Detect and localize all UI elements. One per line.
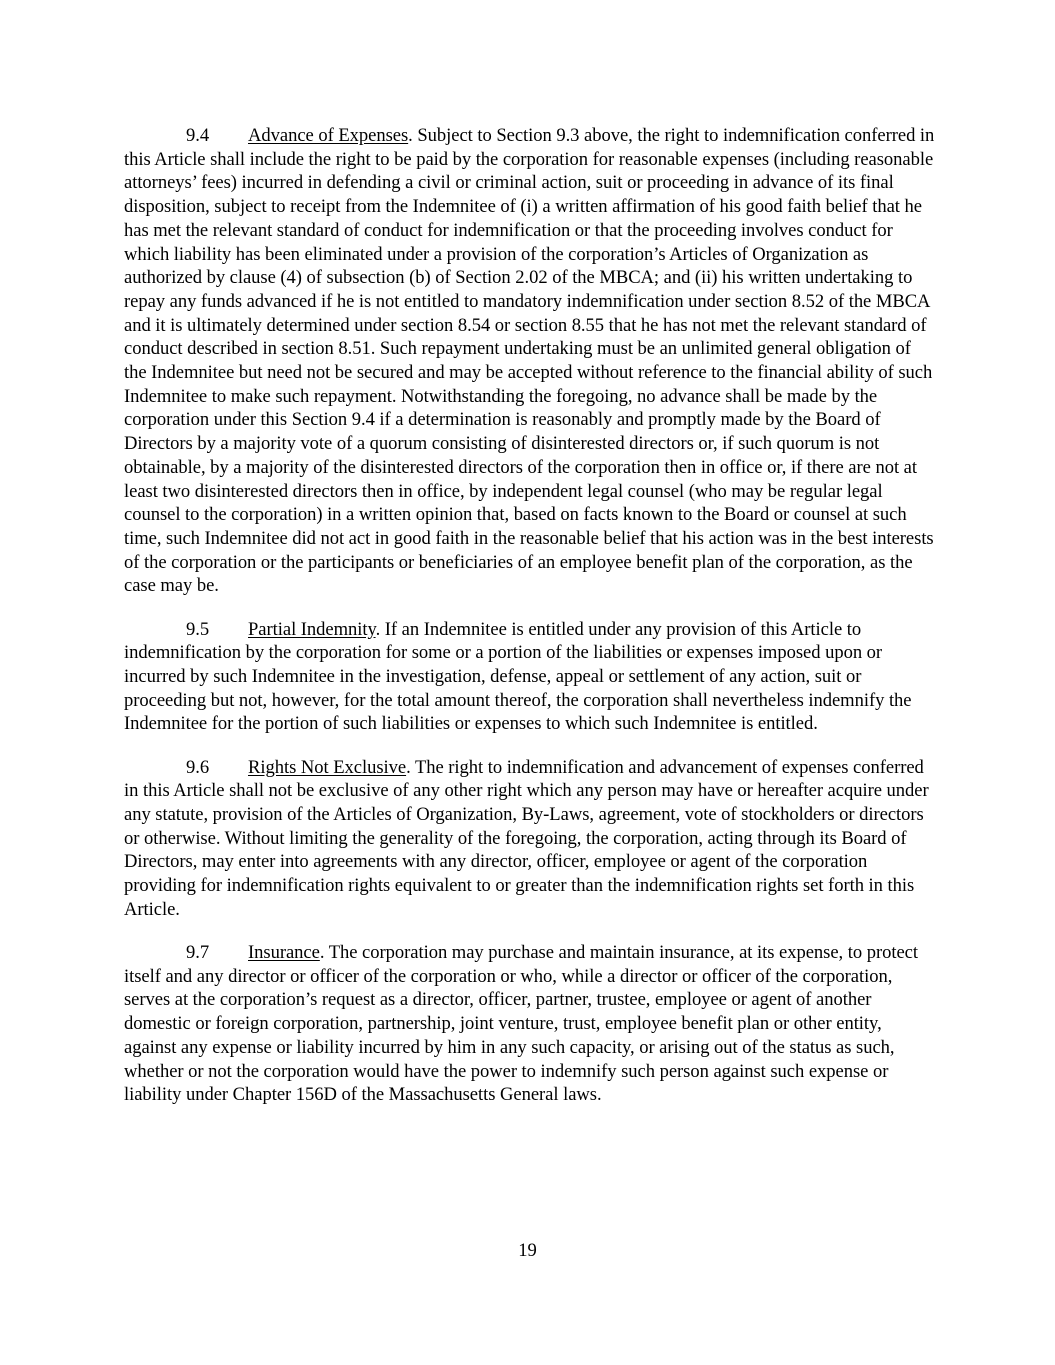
section-9-4	[124, 124, 936, 598]
section-number: 9.5	[186, 618, 210, 640]
section-9-6	[124, 756, 936, 922]
section-number: 9.4	[186, 125, 210, 146]
section-heading: Advance of Expenses	[248, 125, 409, 146]
section-body: . Subject to Section 9.3 above, the right to indemnification conferred in this Article shall include the right to be paid by the corporation for reasonable expenses (including reasonable attorneys’ fees) incurred in defending a civil or criminal action, suit or proceeding in advance of its final disposition, subject to receipt from the Indemnitee of (i) a written affirmation of his good faith belief that he has met the relevant standard of conduct for indemnification or that the proceeding involves conduct for which liability has been eliminated under a provision of the corporation’s Articles of Organization as authorized by clause (4) of subsection (b) of Section 2.02 of the MBCA; and (ii) his written undertaking to repay any funds advanced if he is not entitled to mandatory indemnification under section 8.52 of the MBCA and it is ultimately determined under section 8.54 or section 8.55 that he has not met the relevant standard of conduct described in section 8.51. Such repayment undertaking must be an unlimited general obligation of the Indemnitee but need not be secured and may be accepted without reference to the financial ability of such Indemnitee to make such repayment. Notwithstanding the foregoing, no advance shall be made by the corporation under this Section 9.4 if a determination is reasonably and promptly made by the Board of Directors by a majority vote of a quorum consisting of disinterested directors or, if such quorum is not obtainable, by a majority of the disinterested directors of the corporation then in office or, if there are not at least two disinterested directors then in office, by independent legal counsel (who may be regular legal counsel to the corporation) in a written opinion that, based on facts known to the Board or counsel at such time, such Indemnitee did not act in good faith in the reasonable belief that his action was in the best interests of the corporation or the participants or beneficiaries of an employee benefit plan of the corporation, as the case may be.	[124, 125, 935, 597]
section-body: . The corporation may purchase and maintain insurance, at its expense, to protect itself and any director or officer of the corporation or who, while a director or officer of the corporation, serves at the corporation’s request as a director, officer, partner, trustee, employee or agent of another domestic or foreign corporation, partnership, joint venture, trust, employee benefit plan or other entity, against any expense or liability incurred by him in any such capacity, or arising out of the status as such, whether or not the corporation would have the power to indemnify such person against such expense or liability under Chapter 156D of the Massachusetts General laws.	[124, 942, 918, 1106]
section-body: . The right to indemnification and advancement of expenses conferred in this Article shall not be exclusive of any other right which any person may have or hereafter acquire under any statute, provision of the Articles of Organization, By-Laws, agreement, vote of stockholders or directors or otherwise. Without limiting the generality of the foregoing, the corporation, acting through its Board of Directors, may enter into agreements with any director, officer, employee or agent of the corporation providing for indemnification rights equivalent to or greater than the indemnification rights set forth in this Article.	[124, 756, 929, 920]
page-number: 19	[518, 1240, 537, 1261]
document-page	[124, 124, 936, 1126]
section-9-5	[124, 618, 936, 737]
section-9-7	[124, 941, 936, 1107]
section-body: . If an Indemnitee is entitled under any provision of this Article to indemnification by the corporation for some or a portion of the liabilities or expenses imposed upon or incurred by such Indemnitee in the investigation, defense, appeal or settlement of any action, suit or proceeding but not, however, for the total amount thereof, the corporation shall nevertheless indemnify the Indemnitee for the portion of such liabilities or expenses to which such Indemnitee is entitled.	[124, 618, 912, 735]
section-heading: Rights Not Exclusive	[248, 756, 407, 778]
section-number: 9.6	[186, 756, 210, 778]
section-heading: Partial Indemnity	[248, 618, 376, 640]
section-heading: Insurance	[248, 942, 320, 963]
section-number: 9.7	[186, 942, 210, 963]
